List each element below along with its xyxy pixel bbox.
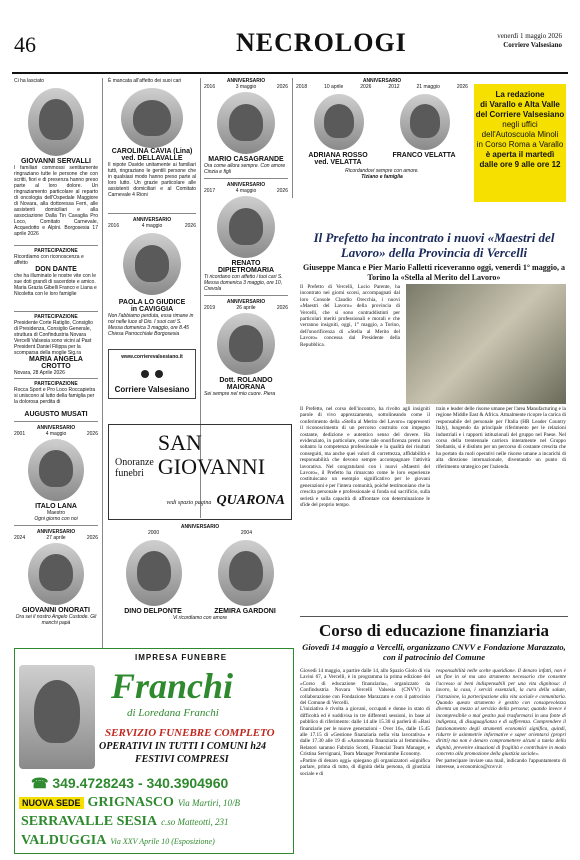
franchi-addr1: Via Martiri, 10/B [177, 798, 240, 808]
anniv-year-end: 2026 [276, 305, 288, 311]
anniv-date: 26 aprile [236, 305, 256, 311]
servalli-name: GIOVANNI SERVALLI [20, 158, 91, 165]
anniv-dates [204, 84, 288, 90]
franchi-city3: VALDUGGIA [21, 833, 107, 848]
column-divider [292, 78, 293, 198]
anniv-year: 2012 [388, 84, 400, 90]
anniv-year-start: 2017 [204, 188, 216, 194]
divider [14, 245, 98, 246]
casagrande-name: MARIO CASAGRANDE [208, 156, 284, 163]
anniv-year-end: 2026 [86, 431, 98, 437]
website-url[interactable]: www.corrierevalsesiano.it [121, 354, 183, 360]
instagram-icon[interactable] [155, 370, 163, 378]
anniv-dates [14, 535, 98, 541]
column-divider [102, 78, 103, 658]
maiorana-caption: Sei sempre nel mio cuore. Piera [204, 391, 276, 397]
franchi-addr2: c.so Matteotti, 231 [161, 817, 229, 827]
article2-p3: «Partire di denaro oggi» spiegano gli organizzatori «significa parlare, prima di tutto, di dignità della persona, di giustizia sociale e di [300, 757, 430, 777]
anniv-year-end: 2026 [276, 188, 288, 194]
lana-role: Maestro [46, 510, 66, 516]
ad-line: di Varallo e Alta Valle [480, 100, 560, 109]
partecipazione3-name: AUGUSTO MUSATI [24, 411, 88, 418]
article2-p2: L'iniziativa è rivolta a giovani, occupati e donne in stato di difficoltà ed è suddivisa in tre differenti sessioni, in base al pubblico di riferimento: dalle 14 alle 15.30 si parlerà di «Basi finanziarie per le nuove generazioni - Over 16», dalle 15.45 alle 17.15 di «Gestione finanziaria nella vita lavorativa» e dalle 17.30 alle 19 di «Autonomia finanziaria al femminile». Relatori saranno Fabrizio Scotti, Financial Team Manager, e Cristina Servignani, Team Manager Premiumhe Economy. [300, 706, 430, 758]
anniv-names [296, 152, 468, 166]
velatta-name: FRANCO VELATTA [392, 152, 456, 159]
partecipazione2-text: Presidente Corte Ratiglio, Consiglio di Presidenza, Consiglio Generale, struttura di Confindustria Novara Vercelli Valsesia sono vicini al Past President Daniel Filippa per la scomparsa della moglie Sig.ra [14, 320, 93, 356]
ad-line: in Corso Roma a Varallo [476, 140, 564, 149]
divider [14, 421, 98, 422]
dellavalle-photo [121, 88, 183, 148]
anniv-year-end: 2026 [276, 84, 288, 90]
column-2 [108, 78, 196, 399]
franchi-ad [14, 648, 294, 854]
ad-line: negli uffici [502, 120, 538, 129]
anniv-label: ANNIVERSARIO [36, 529, 76, 535]
delponte-name: DINO DELPONTE [124, 608, 182, 615]
anniv-year: 2018 [296, 84, 308, 90]
dellavalle-name: CAROLINA CAVIA (Lina) [111, 148, 193, 155]
maiorana-photo [217, 313, 275, 375]
article1-p5 [436, 406, 566, 610]
article2-col2 [436, 668, 566, 854]
ad-line: è aperta il martedì [485, 150, 555, 159]
website-box[interactable] [108, 349, 196, 399]
maiorana-name: Dott. ROLANDO MAIORANA [219, 377, 273, 391]
lana-name: ITALO LANA [35, 503, 77, 510]
anniv-date: 3 maggio [235, 84, 257, 90]
header-publication: Corriere Valsesiano [503, 41, 562, 49]
rosso-name: ADRIANA ROSSO [308, 152, 368, 159]
article2-p1: Giovedì 14 maggio, a partire dalle 14, allo Spazio Giolo di via Lavini 67, a Vercelli, è in programma la prima edizione del «Corso di educazione finanziaria», organizzato da Confindustria Novara Vercelli Valsesia (CNVV) in collaborazione con Fondazione Marazzato e con il patrocinio del Comune di Vercelli. [300, 668, 430, 707]
partecipazione1-text2: che ha illuminato le nostre vite con le sue doti grandi di sacerdote e amico. Maria Grazia Gibelli Franco e Liana e Nicoletta con le loro famiglie [14, 273, 97, 297]
anniv-year-start: 2019 [204, 305, 216, 311]
logiudice-photo [123, 233, 181, 295]
header-date-block [497, 32, 562, 50]
onorati-name: GIOVANNI ONORATI [22, 607, 90, 614]
casagrande-photo [217, 92, 275, 154]
dipietromaria-name: RENATO DIPIETROMARIA [218, 260, 274, 274]
partecipazione3-text: Rocca Sport e Pro Loco Roccapietra si uniscono al lutto della famiglia per la dolorosa perdita di [14, 387, 96, 405]
column-1 [14, 78, 98, 626]
san-giovanni-header [115, 431, 285, 479]
divider [14, 525, 98, 526]
anniv-date: 21 maggio [416, 84, 440, 90]
article1-p1: Il Prefetto di Vercelli, Lucio Parente, ha incontrato nei giorni scorsi, accompagnati dal loro Console Claudio Orecchia, i nuovi «Maestri del Lavoro» della provincia di Vercelli, che si sono contraddistinti per particolari meriti professionali e morali e che verranno insigniti, oggi, 1° maggio, a Torino, dell'onorificenza di «Stella al Merito del Lavoro» concessa dal Presidente della Repubblica. [300, 284, 400, 348]
article-corso [300, 616, 568, 662]
col2-intro: È mancata all'affetto dei suoi cari [108, 78, 182, 84]
franchi-top: IMPRESA FUNEBRE [135, 653, 228, 662]
gardoni-name: ZEMIRA GARDONI [214, 608, 276, 615]
gardoni-photo [218, 540, 274, 606]
redazione-ad [474, 84, 566, 202]
partecipazione1-name: DON DANTE [35, 266, 77, 273]
divider [108, 213, 196, 214]
anniv-year: 2026 [456, 84, 468, 90]
velatta-caption: Ricordandovi sempre con amore. [345, 168, 419, 174]
franchi-city2: SERRAVALLE SESIA [21, 814, 158, 829]
velatta-photo [400, 94, 450, 150]
franchi-sede2 [21, 814, 229, 830]
anniv-year: 2004 [240, 530, 252, 536]
franchi-sub: di Loredana Franchi [127, 707, 219, 719]
phone-icon: ☎ [31, 775, 49, 791]
section-title: NECROLOGI [236, 28, 407, 57]
rosso-sub: ved. VELATTA [314, 159, 362, 166]
anniv-year-start: 2024 [14, 535, 26, 541]
article1-p2 [300, 406, 430, 610]
page-number: 46 [14, 32, 36, 57]
anniv-label: ANNIVERSARIO [132, 217, 172, 223]
servalli-text: I familiari commossi sentitamente ringraziano tutte le persone che con scritti, fiori e di presenza hanno preso parte al loro dolore. Un ringraziamento particolare al reparto di oncologia dell'Ospedale Maggiore di Novara, alla dottoressa Ferri, alle assistenti domiciliari e alla associazione Dalla Tin Cavaglia Pro Loco, Comitato Carnevale, Acquedotto e Alpini. Borgosesia 17 aprile 2026 [14, 165, 98, 237]
dellavalle-text: Il nipote Davide unitamente ai familiari tutti, ringraziano le gentili persone che in qualsiasi modo hanno preso parte al loro lutto. Un grazie particolare alle assistenti domiciliari e al Comitato Carnevale 4 Rioni [108, 162, 196, 198]
anniv-year-end: 2026 [86, 535, 98, 541]
anniv-date: 4 maggio [141, 223, 163, 229]
divider [204, 178, 288, 179]
anniv-year-start: 2001 [14, 431, 26, 437]
logiudice-text: Non l'abbiamo perduta, essa rimane in noi nelle luce di Dio. I suoi cari S. Messa domenica 3 maggio, ore 8.45 Chiesa Parrocchiale Borgosesia [108, 313, 194, 337]
velatta-signed: Tiziano e famiglia [361, 174, 403, 180]
social-icons [111, 363, 193, 382]
ad-line: La redazione [495, 90, 545, 99]
franchi-newsede: NUOVA SEDE [19, 797, 84, 809]
anniv-year-end: 2026 [184, 223, 196, 229]
col1-intro: Ci ha lasciato [14, 78, 45, 84]
partecipazione2-name: MARIA ANGELA CROTTO [29, 356, 83, 370]
anniv-label: ANNIVERSARIO [362, 78, 402, 84]
website-brand: Corriere Valsesiano [114, 385, 190, 394]
franchi-l3: FESTIVI COMPRESI [135, 754, 229, 765]
article1-p5-text: train e leader delle risorse umane per l'area Manufacturing e la regione Middle East & Africa. Attualmente ricopre la carica di responsabile del personale per l'Italia (HR Leader Country Italy), lungendo da principale riferimento per le relazioni industriali e i rapporti istituzionali del gruppo nel Paese. Nel corso della trentennale carriera interamente nel Gruppo Stellantis, si è distinto per un percorso di costante crescita che ha portato da ruoli operativi nelle risorse umane a incarichi di alta direzione internazionale, diventando un punto di riferimento strategico per l'azienda. [436, 406, 566, 470]
anniv-bottom-names [108, 608, 292, 615]
anniv-label: ANNIVERSARIO [36, 425, 76, 431]
franchi-l2: OPERATIVI IN TUTTI I COMUNI h24 [99, 741, 266, 752]
anniv-dates [296, 84, 468, 90]
article1-p2-text: Il Prefetto, nel corso dell'incontro, ha rivolto agli insigniti parole di vivo apprezzamento, sottolineando come il conferimento della «Stella al Merito del Lavoro» rappresenti il riconoscimento di un percorso costruito con impegno costante, dedizione e autentico senso del dovere. Ha evidenziato, in particolare, come tale onorificenza premi non soltanto la competenza professionale e la qualità dei risultati conseguiti, ma anche quei valori di correttezza, affidabilità e responsabilità che devono sempre accompagnare l'attività lavorativa. Nel congratularsi con i nuovi «Maestri del Lavoro», il Prefetto ha rimarcato come le loro esperienze costituiscano un esempio significativo per le giovani generazioni e per l'intera comunità, poiché testimoniano che la crescita personale e professionale si fonda sul sacrificio, sulla serietà e sulla capacità di affrontare con determinazione le sfide del proprio tempo. [300, 406, 430, 509]
header-rule [12, 72, 568, 74]
article1-photo [406, 284, 566, 404]
lana-caption: Ogni giorno con noi [34, 516, 78, 522]
franchi-portrait [19, 665, 95, 769]
anniv-dates [204, 305, 288, 311]
franchi-sede1 [19, 795, 240, 811]
franchi-brand: Franchi [111, 666, 234, 706]
ad-line: dalle ore 9 alle ore 12 [479, 160, 561, 169]
san-giovanni-ad [108, 424, 292, 520]
facebook-icon[interactable] [141, 370, 149, 378]
servalli-photo [28, 88, 84, 156]
divider [14, 311, 98, 312]
onorati-caption: Ora sei il nostro Angelo Custode. Gli manchi papà [15, 614, 97, 626]
article2-p4: responsabilità nelle scelte quotidiane. Il denaro infatti, non è un fine in sé ma uno strumento necessario che consente l'accesso ai beni indispensabili per una vita dignitosa: il lavoro, la casa, i servizi essenziali, la cura della salute, l'istruzione, la partecipazione alla vita sociale e comunitaria. Quando questo strumento è gestito con consapevolezza diventa un mezzo al servizio della persona; quando invece è incompresibile o mal gestito può trasformarsi in una fonte di indigenza, di disuguaglianza e di sofferenza. Comprendere il funzionamento degli strumenti economici significa, quindi, ridurre le asimmetrie informative e saper orientarsi (propri diritti) ma non è denaro compromettere alcuni a tutela della dignità, prevenire situazioni di fragilità e contribuire in modo concreto alla promozione della giustizia sociale». [436, 668, 566, 758]
logiudice-sub: in CAVIGGIA [130, 306, 174, 313]
anniv-date: 27 aprile [46, 535, 66, 541]
san-giovanni-footer [115, 489, 285, 509]
san-giovanni-sub: vedi spazio pagina [166, 500, 212, 506]
dellavalle-sub: ved. DELLAVALLE [121, 155, 183, 162]
delponte-photo [126, 540, 182, 606]
partecipazione-title: PARTECIPAZIONE [34, 381, 78, 387]
partecipazione-title: PARTECIPAZIONE [34, 248, 78, 254]
dipietromaria-caption: Ti ricordano con affetto i tuoi cari S. Messa domenica 3 maggio, ore 10, Crevola [204, 274, 283, 292]
partecipazione-title: PARTECIPAZIONE [34, 314, 78, 320]
article2-p5: Per partecipare inviare una mail, indicando l'appuntamento di interesse, a economico@cnvv.it [436, 757, 566, 771]
logiudice-name: PAOLA LO GIUDICE [118, 299, 186, 306]
article2-headline: Corso di educazione finanziaria [319, 621, 549, 640]
franchi-sede3 [21, 833, 215, 849]
san-giovanni-title2: funebri [115, 468, 144, 479]
partecipazione1-text: Ricordiamo con riconoscenza e affetto [14, 254, 84, 266]
ad-line: dell'Autoscuola Minoli [481, 130, 559, 139]
anniv-dates [108, 223, 196, 229]
anniv-label: ANNIVERSARIO [180, 524, 220, 530]
rosso-photo [314, 94, 364, 150]
article1-headline: Il Prefetto ha incontrato i nuovi «Maestri del Lavoro» della Provincia di Vercelli [313, 230, 555, 260]
partecipazione2-place: Novara, 28 Aprile 2026 [14, 370, 65, 376]
san-giovanni-big: SAN GIOVANNI [157, 430, 266, 479]
anniv-date: 10 aprile [324, 84, 344, 90]
dipietromaria-photo [217, 196, 275, 258]
anniv-bottom-caption: Vi ricordiamo con amore [172, 615, 228, 621]
anniv-dates [204, 188, 288, 194]
onorati-photo [28, 543, 84, 605]
anniv-dates [108, 530, 292, 536]
anniv-bottom-photos [108, 540, 292, 606]
anniv-year: 2026 [360, 84, 372, 90]
article2-col1 [300, 668, 430, 854]
ad-line: del Corriere Valsesiano [475, 110, 565, 119]
san-giovanni-place: QUARONA [216, 493, 285, 508]
article1-subheadline: Giuseppe Manca e Pier Mario Falletti riceveranno oggi, venerdì 1° maggio, a Torino la «Stella al Merito del Lavoro» [303, 263, 565, 282]
anniv-year-start: 2016 [108, 223, 120, 229]
header-date: venerdì 1 maggio 2026 [497, 32, 562, 40]
anniv-label: ANNIVERSARIO [226, 299, 266, 305]
anniv-dates [14, 431, 98, 437]
anniv-photos [296, 94, 468, 150]
franchi-l1: SERVIZIO FUNEBRE COMPLETO [105, 727, 275, 739]
anniv-bottom [108, 524, 292, 636]
anniv-label: ANNIVERSARIO [226, 182, 266, 188]
san-giovanni-title1: Onoranze [115, 457, 154, 468]
anniv-date: 4 maggio [45, 431, 67, 437]
anniv-date: 4 maggio [235, 188, 257, 194]
anniv-year-start: 2016 [204, 84, 216, 90]
lana-photo [28, 439, 84, 501]
article-prefetto [300, 230, 568, 283]
divider [14, 378, 98, 379]
franchi-addr3: Via XXV Aprile 10 (Esposizione) [110, 836, 215, 846]
divider [204, 295, 288, 296]
san-giovanni-title [115, 457, 154, 479]
anniv-label: ANNIVERSARIO [226, 78, 266, 84]
franchi-phone-row[interactable] [31, 775, 228, 792]
franchi-phone[interactable]: 349.4728243 - 340.3904960 [52, 775, 229, 791]
column-3 [204, 78, 288, 397]
casagrande-caption: Ora come allora sempre. Con amore Cinzia e figli [204, 163, 286, 175]
column-4 [296, 78, 468, 180]
article2-subheadline: Giovedì 14 maggio a Vercelli, organizzano CNVV e Fondazione Marazzato, con il patrocinio del Comune [302, 642, 566, 662]
franchi-city1: GRIGNASCO [87, 795, 174, 810]
anniv-year: 2000 [148, 530, 160, 536]
